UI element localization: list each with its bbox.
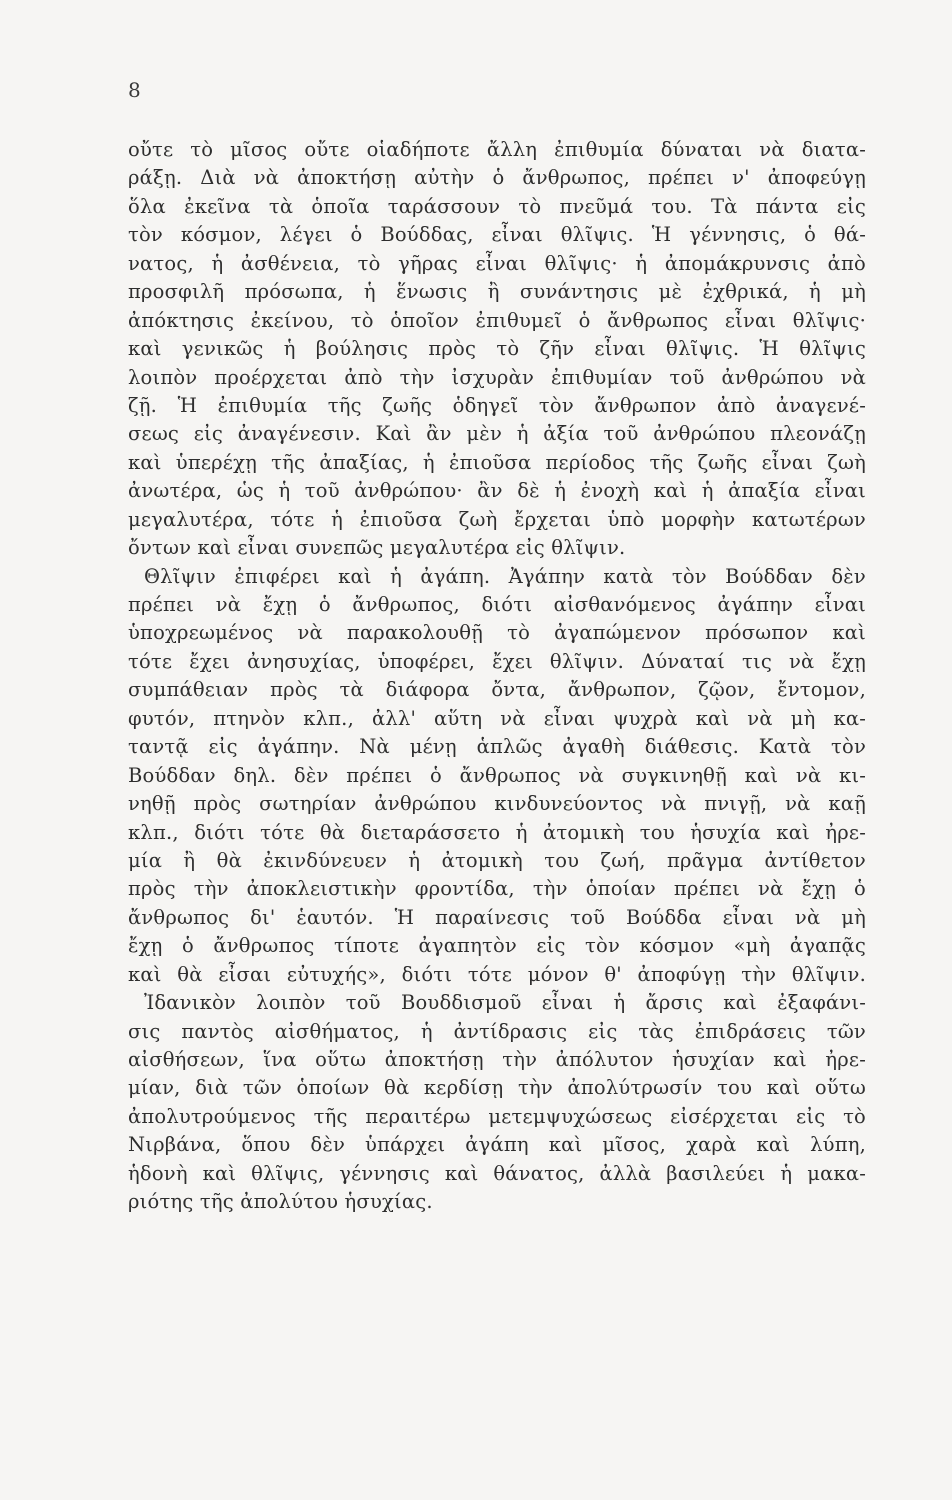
text-line: κλπ., διότι τότε θὰ διεταράσσετο ἡ ἀτομικὴ του ἡσυχία καὶ ἠρε- bbox=[128, 820, 866, 844]
text-line: ἄνθρωπος δι' ἑαυτόν. Ἡ παραίνεσις τοῦ Βούδδα εἶναι νὰ μὴ bbox=[128, 905, 866, 929]
text-line: νηθῇ πρὸς σωτηρίαν ἀνθρώπου κινδυνεύοντος νὰ πνιγῇ, νὰ καῇ bbox=[128, 792, 866, 816]
text-line: ἡδονὴ καὶ θλῖψις, γέννησις καὶ θάνατος, ἀλλὰ βασιλεύει ἡ μακα- bbox=[128, 1161, 866, 1185]
text-line: ἔχῃ ὁ ἄνθρωπος τίποτε ἀγαπητὸν εἰς τὸν κόσμον «μὴ ἀγαπᾷς bbox=[128, 934, 866, 958]
text-line: νατος, ἡ ἀσθένεια, τὸ γῆρας εἶναι θλῖψις· ἡ ἀπομάκρυνσις ἀπὸ bbox=[128, 251, 866, 275]
text-line: τότε ἔχει ἀνησυχίας, ὑποφέρει, ἔχει θλῖψιν. Δύναταί τις νὰ ἔχῃ bbox=[128, 649, 866, 673]
text-line: ἀπόκτησις ἐκείνου, τὸ ὁποῖον ἐπιθυμεῖ ὁ ἄνθρωπος εἶναι θλῖψις· bbox=[128, 308, 866, 332]
text-line: ὑποχρεωμένος νὰ παρακολουθῇ τὸ ἀγαπώμενον πρόσωπον καὶ bbox=[128, 621, 866, 645]
text-line: φυτόν, πτηνὸν κλπ., ἀλλ' αὕτη νὰ εἶναι ψυχρὰ καὶ νὰ μὴ κα- bbox=[128, 706, 866, 730]
text-line: ἀπολυτρούμενος τῆς περαιτέρω μετεμψυχώσεως εἰσέρχεται εἰς τὸ bbox=[128, 1104, 866, 1128]
text-line: σεως εἰς ἀναγένεσιν. Καὶ ἂν μὲν ἡ ἀξία τοῦ ἀνθρώπου πλεονάζῃ bbox=[128, 422, 866, 446]
text-line: μία ἢ θὰ ἐκινδύνευεν ἡ ἀτομικὴ του ζωή, πρᾶγμα ἀντίθετον bbox=[128, 848, 866, 872]
text-line: καὶ ὑπερέχῃ τῆς ἀπαξίας, ἡ ἐπιοῦσα περίοδος τῆς ζωῆς εἶναι ζωὴ bbox=[128, 450, 866, 474]
text-line: συμπάθειαν πρὸς τὰ διάφορα ὄντα, ἄνθρωπον, ζῷον, ἔντομον, bbox=[128, 678, 866, 702]
text-line: Θλῖψιν ἐπιφέρει καὶ ἡ ἀγάπη. Ἀγάπην κατὰ τὸν Βούδδαν δὲν bbox=[144, 564, 866, 588]
text-line: λοιπὸν προέρχεται ἀπὸ τὴν ἰσχυρὰν ἐπιθυμίαν τοῦ ἀνθρώπου νὰ bbox=[128, 365, 866, 389]
text-line: καὶ γενικῶς ἡ βούλησις πρὸς τὸ ζῆν εἶναι θλῖψις. Ἡ θλῖψις bbox=[128, 337, 866, 361]
text-line: τὸν κόσμον, λέγει ὁ Βούδδας, εἶναι θλῖψις. Ἡ γέννησις, ὁ θά- bbox=[128, 223, 866, 247]
text-line: Ἰδανικὸν λοιπὸν τοῦ Βουδδισμοῦ εἶναι ἡ ἄρσις καὶ ἐξαφάνι- bbox=[144, 991, 866, 1015]
text-line: Βούδδαν δηλ. δὲν πρέπει ὁ ἄνθρωπος νὰ συγκινηθῇ καὶ νὰ κι- bbox=[128, 763, 866, 787]
text-line: ταντᾷ εἰς ἀγάπην. Νὰ μένῃ ἁπλῶς ἀγαθὴ διάθεσις. Κατὰ τὸν bbox=[128, 735, 866, 759]
text-line: πρὸς τὴν ἀποκλειστικὴν φροντίδα, τὴν ὁποίαν πρέπει νὰ ἔχῃ ὁ bbox=[128, 877, 866, 901]
text-line: ράξῃ. Διὰ νὰ ἀποκτήσῃ αὐτὴν ὁ ἄνθρωπος, πρέπει ν' ἀποφεύγῃ bbox=[128, 166, 866, 190]
text-line: Νιρβάνα, ὅπου δὲν ὑπάρχει ἀγάπη καὶ μῖσος, χαρὰ καὶ λύπη, bbox=[128, 1133, 866, 1157]
paragraph-1 bbox=[128, 136, 866, 563]
text-line: μεγαλυτέρα, τότε ἡ ἐπιοῦσα ζωὴ ἔρχεται ὑπὸ μορφὴν κατωτέρων bbox=[128, 507, 866, 531]
page-number: 8 bbox=[128, 78, 141, 102]
text-line: πρέπει νὰ ἔχῃ ὁ ἄνθρωπος, διότι αἰσθανόμενος ἀγάπην εἶναι bbox=[128, 593, 866, 616]
text-line: ὅλα ἐκεῖνα τὰ ὁποῖα ταράσσουν τὸ πνεῦμά του. Τὰ πάντα εἰς bbox=[128, 194, 866, 218]
body-text bbox=[128, 136, 866, 1217]
paragraph-2 bbox=[128, 563, 866, 990]
text-line: ζῇ. Ἡ ἐπιθυμία τῆς ζωῆς ὁδηγεῖ τὸν ἄνθρωπον ἀπὸ ἀναγενέ- bbox=[128, 393, 866, 417]
text-line: ριότης τῆς ἀπολύτου ἡσυχίας. bbox=[128, 1190, 433, 1214]
paragraph-3 bbox=[128, 989, 866, 1217]
text-line: αἰσθήσεων, ἵνα οὕτω ἀποκτήσῃ τὴν ἀπόλυτον ἡσυχίαν καὶ ἠρε- bbox=[128, 1048, 866, 1071]
text-line: ὄντων καὶ εἶναι συνεπῶς μεγαλυτέρα εἰς θλῖψιν. bbox=[128, 536, 626, 560]
text-line: προσφιλῆ πρόσωπα, ἡ ἕνωσις ἢ συνάντησις μὲ ἐχθρικά, ἡ μὴ bbox=[128, 280, 866, 304]
text-line: οὔτε τὸ μῖσος οὔτε οἱαδήποτε ἄλλη ἐπιθυμία δύναται νὰ διατα- bbox=[128, 138, 866, 161]
text-line: μίαν, διὰ τῶν ὁποίων θὰ κερδίσῃ τὴν ἀπολύτρωσίν του καὶ οὕτω bbox=[128, 1076, 866, 1100]
text-line: ἀνωτέρα, ὡς ἡ τοῦ ἀνθρώπου· ἂν δὲ ἡ ἐνοχὴ καὶ ἡ ἀπαξία εἶναι bbox=[128, 479, 866, 503]
text-line: σις παντὸς αἰσθήματος, ἡ ἀντίδρασις εἰς τὰς ἐπιδράσεις τῶν bbox=[128, 1019, 866, 1043]
text-line: καὶ θὰ εἶσαι εὐτυχής», διότι τότε μόνον θ' ἀποφύγῃ τὴν θλῖψιν. bbox=[128, 962, 866, 986]
